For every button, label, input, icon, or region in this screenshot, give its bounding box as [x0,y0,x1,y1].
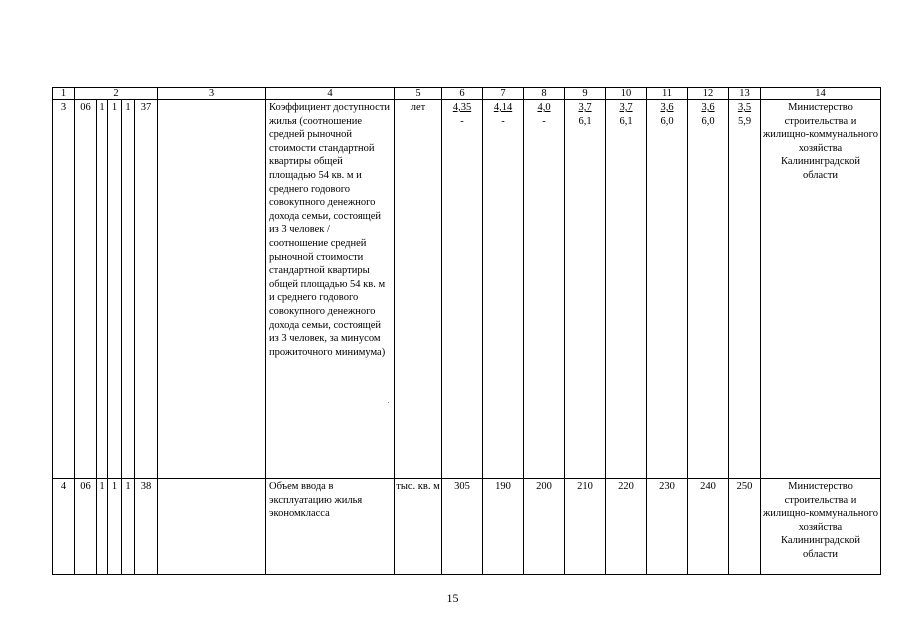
value-cell: 200 [524,479,565,575]
header-cell: 2 [75,88,158,100]
value-bottom: - [542,115,546,127]
scan-speck [388,402,389,403]
value-top: 3,6 [660,102,674,113]
value-top: 4,14 [493,102,513,113]
code-cell: 38 [135,479,158,575]
value-top: 3,6 [701,102,715,113]
header-cell: 3 [158,88,266,100]
code-cell: 1 [108,100,122,479]
value-cell: 240 [688,479,729,575]
value-top: 4,35 [452,102,472,113]
value-top: 3,7 [619,102,633,113]
value-cell [483,100,524,479]
header-cell: 6 [442,88,483,100]
value-cell [524,100,565,479]
value-bottom: 5,9 [737,115,752,127]
responsible-body: Министерство строительства и жилищно-коммунального хозяйства Калининградской области [761,100,881,479]
unit-cell: лет [395,100,442,479]
value-cell [442,100,483,479]
page-number: 15 [446,591,459,605]
empty-cell [158,479,266,575]
indicators-table [52,87,881,575]
value-top: 3,5 [737,102,752,113]
value-cell [647,100,688,479]
value-cell [729,100,761,479]
value-cell: 305 [442,479,483,575]
value-bottom: 6,0 [701,115,715,127]
code-cell: 37 [135,100,158,479]
code-cell: 1 [122,100,135,479]
value-bottom: - [460,115,464,127]
table-row [53,479,881,575]
value-cell: 210 [565,479,606,575]
value-top: 4,0 [537,102,551,113]
responsible-body: Министерство строительства и жилищно-коммунального хозяйства Калининградской области [761,479,881,575]
value-cell: 190 [483,479,524,575]
code-cell: 1 [108,479,122,575]
header-cell: 1 [53,88,75,100]
value-cell: 230 [647,479,688,575]
empty-cell [158,100,266,479]
row-number: 4 [53,479,75,575]
header-cell: 8 [524,88,565,100]
row-number: 3 [53,100,75,479]
value-cell [688,100,729,479]
value-bottom: 6,0 [660,115,674,127]
indicator-name: Коэффициент доступности жилья (соотношение средней рыночной стоимости стандартной квартиры общей площадью 54 кв. м и среднего годового совокупного денежного дохода семьи, состоящей из 3 человек / соотношение средней рыночной стоимости стандартной квартиры общей площадью 54 кв. м и среднего годового совокупного денежного дохода семьи, состоящей из 3 человек, за минусом прожиточного минимума) [266,100,395,479]
code-cell: 1 [97,479,108,575]
value-cell: 220 [606,479,647,575]
header-cell: 4 [266,88,395,100]
value-cell: 250 [729,479,761,575]
header-cell: 11 [647,88,688,100]
table-row [53,100,881,479]
code-cell: 1 [122,479,135,575]
header-cell: 5 [395,88,442,100]
header-cell: 9 [565,88,606,100]
indicator-name: Объем ввода в эксплуатацию жилья экономкласса [266,479,395,575]
code-cell: 1 [97,100,108,479]
code-cell: 06 [75,479,97,575]
header-cell: 12 [688,88,729,100]
code-cell: 06 [75,100,97,479]
value-bottom: 6,1 [619,115,633,127]
header-row [53,88,881,100]
value-bottom: 6,1 [578,115,592,127]
header-cell: 10 [606,88,647,100]
value-cell [565,100,606,479]
value-top: 3,7 [578,102,592,113]
header-cell: 7 [483,88,524,100]
value-bottom: - [501,115,505,127]
header-cell: 14 [761,88,881,100]
header-cell: 13 [729,88,761,100]
unit-cell: тыс. кв. м [395,479,442,575]
value-cell [606,100,647,479]
